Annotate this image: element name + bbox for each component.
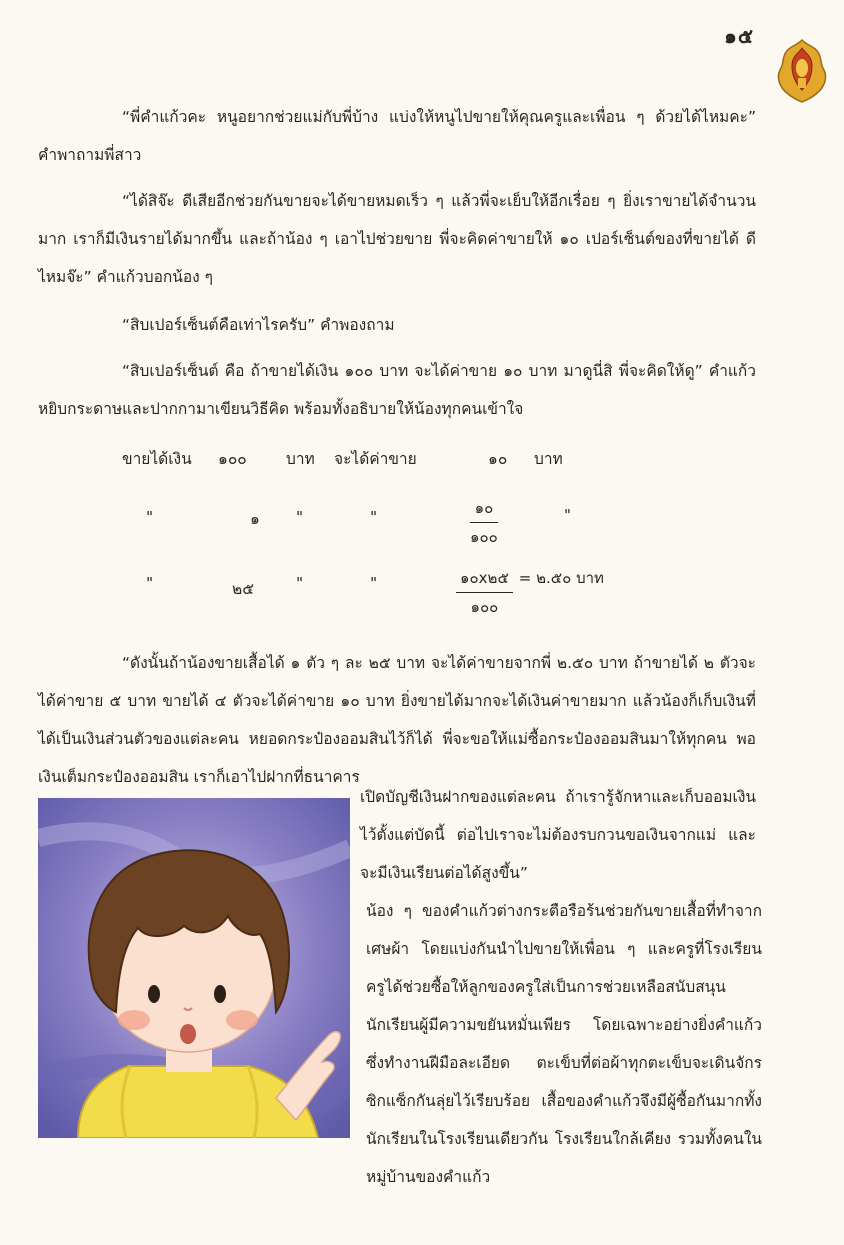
ditto-mark: " [296,508,304,526]
ditto-mark: " [146,508,154,526]
ditto-mark: " [370,574,378,592]
fraction-row2 [470,496,571,549]
paragraph-conclusion-continued: เปิดบัญชีเงินฝากของแต่ละคน ถ้าเรารู้จักหาและเก็บออมเงินไว้ตั้งแต่บัดนี้ ต่อไปเราจะไม่ต้องรบกวนขอเงินจากแม่ และจะมีเงินเรียนต่อได้สูงขึ้น” [360,788,756,882]
girl-illustration [38,798,350,1138]
paragraph-reply: “ได้สิจ๊ะ ดีเสียอีกช่วยกันขายจะได้ขายหมดเร็ว ๆ แล้วพี่จะเย็บให้อีกเรื่อย ๆ ยิ่งเราขายได้จำนวนมาก เราก็มีเงินรายได้มากขึ้น และถ้าน้อง ๆ เอาไปช่วยขาย พี่จะคิดค่าขายให้ ๑๐ เปอร์เซ็นต์ของที่ขายได้ ดีไหมจ๊ะ” คำแก้วบอกน้อง ๆ [38,192,756,286]
calc-earn-unit: บาท [534,450,563,468]
ditto-mark: " [146,574,154,592]
ditto-mark: " [370,508,378,526]
fraction-denominator: ๑๐๐ [470,598,499,616]
school-emblem-icon [774,38,830,104]
ditto-mark: " [564,506,571,524]
calc-sold-unit: บาท [286,450,315,468]
calc-row3-amount: ๒๕ [232,580,254,598]
calc-earn-label: จะได้ค่าขาย [334,450,417,468]
fraction-row3 [456,566,604,619]
fraction-numerator: ๑๐ [470,496,498,523]
paragraph-question: “สิบเปอร์เซ็นต์คือเท่าไรครับ” คำพองถาม [122,316,395,334]
paragraph-selling: น้อง ๆ ของคำแก้วต่างกระตือรือร้นช่วยกันขายเสื้อที่ทำจากเศษผ้า โดยแบ่งกันนำไปขายให้เพื่อน ๆ และครูที่โรงเรียน ครูได้ช่วยซื้อให้ลูกของครูใส่เป็นการช่วยเหลือสนับสนุนนักเรียนผู้มีความขยันหมั่นเพียร โดยเฉพาะอย่างยิ่งคำแก้วซึ่งทำงานฝีมือละเอียด ตะเข็บที่ต่อผ้าทุกตะเข็บจะเดินจักรซิกแซ็กกันลุ่ยไว้เรียบร้อย เสื้อของคำแก้วจึงมีผู้ซื้อกันมากทั้งนักเรียนในโรงเรียนเดียวกัน โรงเรียนใกล้เคียง รวมทั้งคนในหมู่บ้านของคำแก้ว [366,902,762,1186]
fraction-numerator: ๑๐x๒๕ [456,566,513,593]
paragraph-conclusion: “ดังนั้นถ้าน้องขายเสื้อได้ ๑ ตัว ๆ ละ ๒๕ บาท จะได้ค่าขายจากพี่ ๒.๕๐ บาท ถ้าขายได้ ๒ ตัวจะได้ค่าขาย ๕ บาท ขายได้ ๔ ตัวจะได้ค่าขาย ๑๐ บาท ยิ่งขายได้มากจะได้เงินค่าขายมาก แล้วน้องก็เก็บเงินที่ได้เป็นเงินส่วนตัวของแต่ละคน หยอดกระป๋องออมสินไว้ก็ได้ พี่จะขอให้แม่ซื้อกระป๋องออมสินมาให้ทุกคน พอเงินเต็มกระป๋องออมสิน เราก็เอาไปฝากที่ธนาคาร [38,654,756,786]
paragraph-explanation: “สิบเปอร์เซ็นต์ คือ ถ้าขายได้เงิน ๑๐๐ บาท จะได้ค่าขาย ๑๐ บาท มาดูนี่สิ พี่จะคิดให้ดู” คำแก้วหยิบกระดาษและปากกามาเขียนวิธีคิด พร้อมทั้งอธิบายให้น้องทุกคนเข้าใจ [38,362,756,418]
paragraph-request: “พี่คำแก้วคะ หนูอยากช่วยแม่กับพี่บ้าง แบ่งให้หนูไปขายให้คุณครูและเพื่อน ๆ ด้วยได้ไหมคะ” คำพาถามพี่สาว [38,108,756,164]
calc-earn-amount: ๑๐ [488,450,508,468]
calc-sold-amount: ๑๐๐ [218,450,247,468]
ditto-mark: " [296,574,304,592]
calc-row3-result: = ๒.๕๐ บาท [518,569,604,587]
fraction-denominator: ๑๐๐ [470,528,498,546]
calc-sold-label: ขายได้เงิน [122,450,192,468]
page-number: ๑๕ [724,24,754,48]
calc-row2-amount: ๑ [250,510,260,528]
